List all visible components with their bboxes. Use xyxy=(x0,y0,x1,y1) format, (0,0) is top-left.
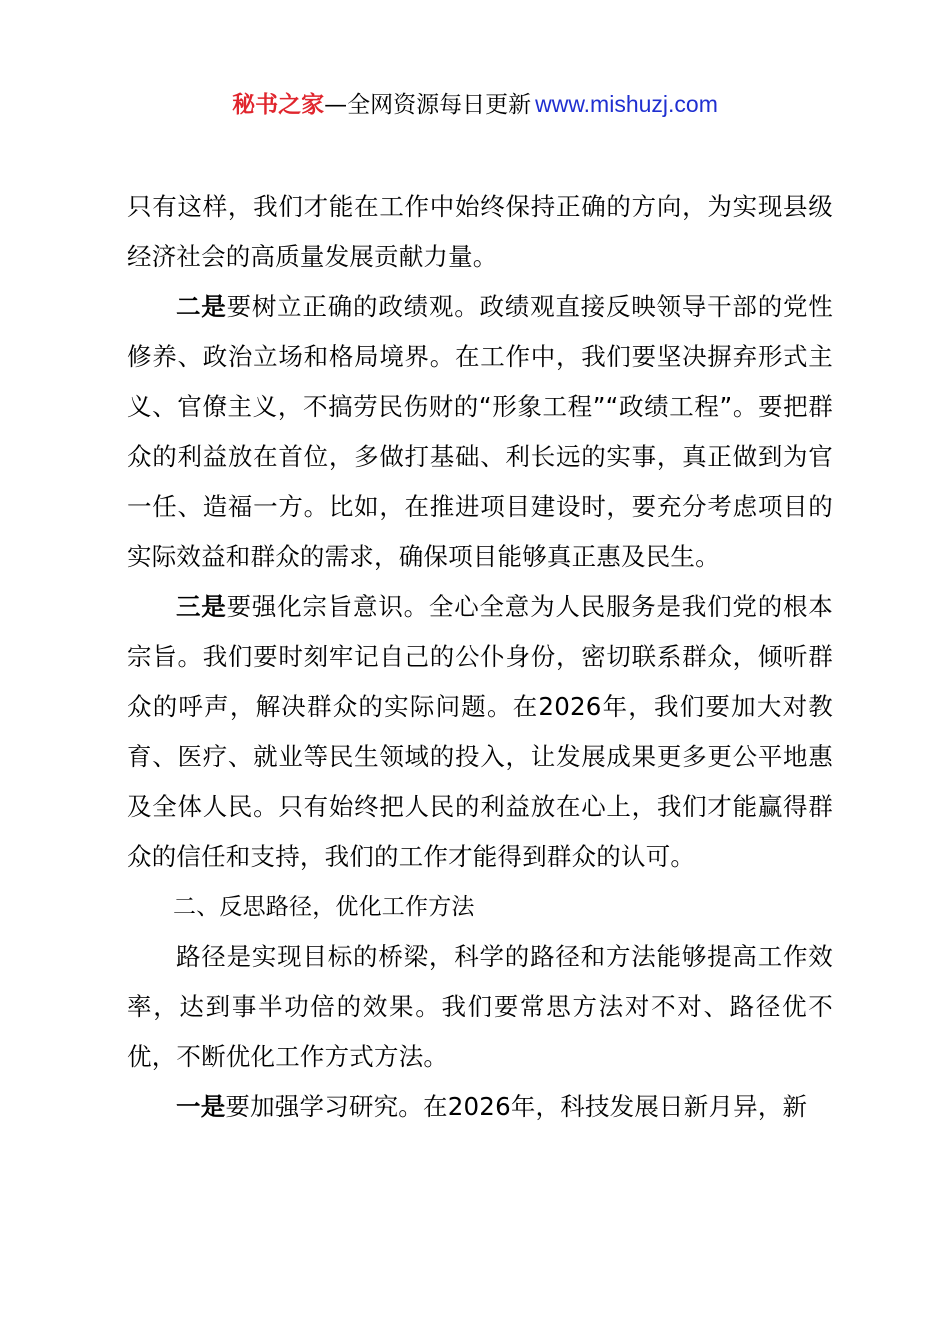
paragraph-text: 要加强学习研究。在2026年，科技发展日新月异，新 xyxy=(225,1092,808,1121)
paragraph-lead: 一是 xyxy=(176,1092,226,1121)
paragraph-lead: 三是 xyxy=(176,592,227,621)
paragraph-section-intro xyxy=(127,932,833,1082)
paragraph-text: 只有这样，我们才能在工作中始终保持正确的方向，为实现县级经济社会的高质量发展贡献力量。 xyxy=(127,192,833,271)
header-url-link[interactable]: www.mishuzj.com xyxy=(535,91,718,117)
document-body xyxy=(127,182,833,1132)
paragraph-point-one xyxy=(127,1082,833,1132)
paragraph-continuation xyxy=(127,182,833,282)
paragraph-text: 路径是实现目标的桥梁，科学的路径和方法能够提高工作效率，达到事半功倍的效果。我们要常思方法对不对、路径优不优，不断优化工作方式方法。 xyxy=(127,942,833,1071)
paragraph-point-two xyxy=(127,282,833,582)
brand-name: 秘书之家 xyxy=(232,92,325,118)
paragraph-text: 要强化宗旨意识。全心全意为人民服务是我们党的根本宗旨。我们要时刻牢记自己的公仆身份，密切联系群众，倾听群众的呼声，解决群众的实际问题。在2026年，我们要加大对教育、医疗、就业等民生领域的投入，让发展成果更多更公平地惠及全体人民。只有始终把人民的利益放在心上，我们才能赢得群众的信任和支持，我们的工作才能得到群众的认可。 xyxy=(127,592,833,871)
paragraph-lead: 二是 xyxy=(176,292,227,321)
page-header xyxy=(0,88,950,121)
paragraph-point-three xyxy=(127,582,833,882)
section-heading: 二、反思路径，优化工作方法 xyxy=(173,894,475,920)
paragraph-text: 要树立正确的政绩观。政绩观直接反映领导干部的党性修养、政治立场和格局境界。在工作中，我们要坚决摒弃形式主义、官僚主义，不搞劳民伤财的“形象工程”“政绩工程”。要把群众的利益放在首位，多做打基础、利长远的实事，真正做到为官一任、造福一方。比如，在推进项目建设时，要充分考虑项目的实际效益和群众的需求，确保项目能够真正惠及民生。 xyxy=(127,292,833,571)
header-tagline: —全网资源每日更新 xyxy=(324,92,532,118)
